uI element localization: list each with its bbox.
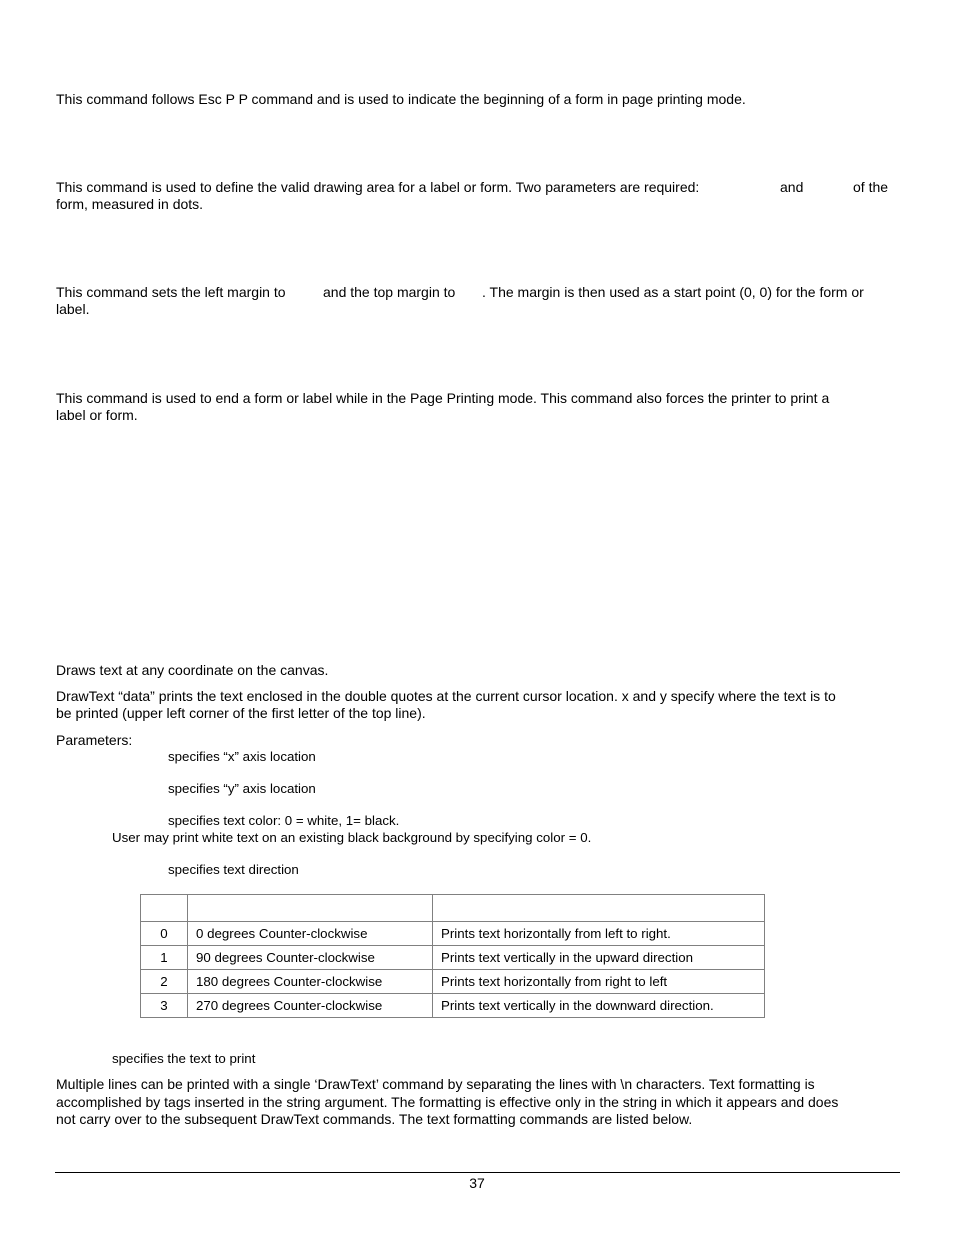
table-row [141, 994, 765, 1018]
drawing-area-text-cont: form, measured in dots. [56, 196, 204, 212]
direction-value-cell: 0 [141, 922, 188, 946]
table-row [141, 922, 765, 946]
table-header-cell [433, 895, 765, 922]
param-x-desc: specifies “x” axis location [168, 749, 316, 764]
direction-rotation-cell: 90 degrees Counter-clockwise [188, 946, 433, 970]
parameters-label: Parameters: [56, 732, 133, 748]
direction-rotation-cell: 0 degrees Counter-clockwise [188, 922, 433, 946]
direction-rotation-cell: 180 degrees Counter-clockwise [188, 970, 433, 994]
form-end-text-line2: label or form. [56, 407, 138, 423]
form-end-text-line1: This command is used to end a form or label while in the Page Printing mode. This command also forces the printer to print a [56, 390, 830, 406]
param-data-desc: specifies the text to print [112, 1051, 256, 1066]
param-color-desc: specifies text color: 0 = white, 1= black. [168, 813, 400, 828]
direction-effect-cell: Prints text horizontally from left to right. [433, 922, 765, 946]
table-header-cell [188, 895, 433, 922]
table-row [141, 970, 765, 994]
drawing-area-text: This command is used to define the valid drawing area for a label or form. Two parameters are required: [56, 179, 700, 195]
multi-line-text-2: accomplished by tags inserted in the string argument. The formatting is effective only in the string in which it appears and does [56, 1094, 839, 1110]
param-y-desc: specifies “y” axis location [168, 781, 316, 796]
direction-value-cell: 1 [141, 946, 188, 970]
direction-effect-cell: Prints text vertically in the upward direction [433, 946, 765, 970]
margins-text-c: . The margin is then used as a start point (0, 0) for the form or [482, 284, 864, 300]
drawing-area-of-the: of the [853, 179, 889, 195]
direction-effect-cell: Prints text vertically in the downward direction. [433, 994, 765, 1018]
drawtext-desc-line2: be printed (upper left corner of the first letter of the top line). [56, 705, 426, 721]
drawtext-desc-line1: DrawText “data” prints the text enclosed in the double quotes at the current cursor location. x and y specify where the text is to [56, 688, 836, 704]
param-color-note: User may print white text on an existing black background by specifying color = 0. [112, 830, 592, 845]
direction-value-cell: 3 [141, 994, 188, 1018]
table-header-row [141, 895, 765, 922]
direction-effect-cell: Prints text horizontally from right to left [433, 970, 765, 994]
direction-value-cell: 2 [141, 970, 188, 994]
table-header-cell [141, 895, 188, 922]
drawing-area-and: and [780, 179, 804, 195]
form-begin-text: This command follows Esc P P command and is used to indicate the beginning of a form in page printing mode. [56, 91, 746, 107]
direction-table [140, 894, 765, 1018]
footer-divider [55, 1172, 900, 1173]
margins-text-d: label. [56, 301, 90, 317]
page-number: 37 [469, 1175, 485, 1191]
param-direction-desc: specifies text direction [168, 862, 299, 877]
multi-line-text-1: Multiple lines can be printed with a single ‘DrawText’ command by separating the lines with \n characters. Text formatting is [56, 1076, 815, 1092]
direction-rotation-cell: 270 degrees Counter-clockwise [188, 994, 433, 1018]
margins-text-a: This command sets the left margin to [56, 284, 286, 300]
margins-text-b: and the top margin to [323, 284, 456, 300]
multi-line-text-3: not carry over to the subsequent DrawText commands. The text formatting commands are listed below. [56, 1111, 693, 1127]
table-row [141, 946, 765, 970]
drawtext-intro: Draws text at any coordinate on the canvas. [56, 662, 329, 678]
